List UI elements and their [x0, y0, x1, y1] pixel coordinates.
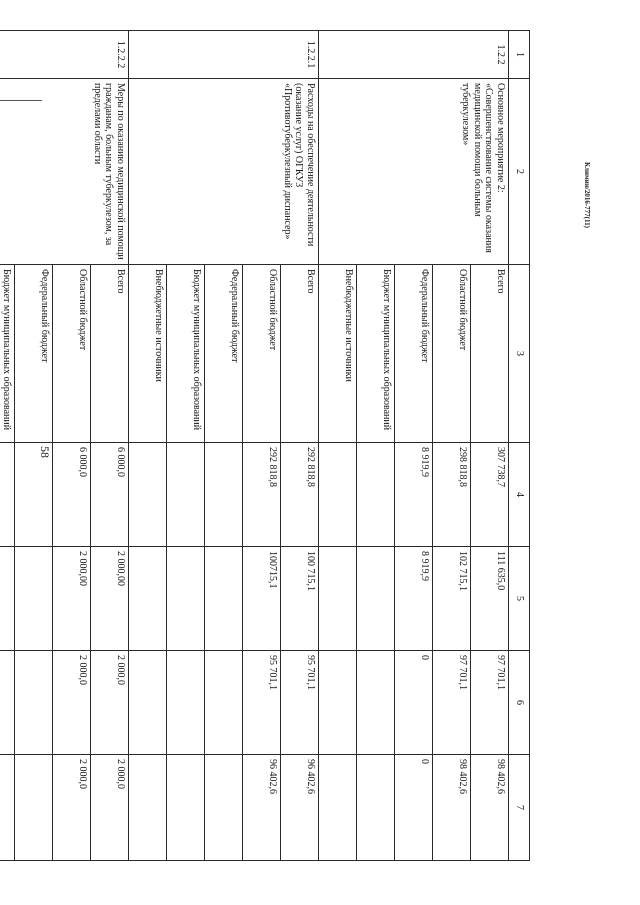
- funding-source: Федеральный бюджет: [15, 265, 53, 443]
- year-value: [167, 755, 205, 861]
- year-value: 100715,1: [243, 547, 281, 651]
- header-cell: 2: [509, 79, 530, 265]
- funding-source: Внебюджетные источники: [319, 265, 357, 443]
- total-value: [167, 443, 205, 547]
- funding-source: Областной бюджет: [53, 265, 91, 443]
- item-code: 1.2.2.1: [129, 31, 319, 79]
- year-value: 8 919,9: [395, 547, 433, 651]
- year-value: 111 635,0: [471, 547, 509, 651]
- total-value: [15, 443, 53, 547]
- year-value: 0: [395, 651, 433, 755]
- year-value: 2 000,00: [91, 547, 129, 651]
- item-name: Основное мероприятие 2: «Совершенствование системы оказания медицинской помощи больным туберкулезом»: [319, 79, 509, 265]
- year-value: [319, 651, 357, 755]
- year-value: 2 000,0: [91, 755, 129, 861]
- total-value: 6 000,0: [53, 443, 91, 547]
- funding-source: Бюджет муниципальных образований: [0, 265, 15, 443]
- header-row: [509, 31, 530, 861]
- item-name: Меры по оказанию медицинской помощи гражданам, больным туберкулезом, за пределами области: [0, 79, 129, 265]
- total-value: 292 818,8: [281, 443, 319, 547]
- year-value: 97 701,1: [433, 651, 471, 755]
- year-value: 95 701,1: [243, 651, 281, 755]
- table-row: [91, 31, 129, 861]
- header-cell: 7: [509, 755, 530, 861]
- year-value: 98 402,6: [433, 755, 471, 861]
- funding-source: Федеральный бюджет: [395, 265, 433, 443]
- year-value: [205, 547, 243, 651]
- funding-source: Всего: [471, 265, 509, 443]
- year-value: [167, 547, 205, 651]
- total-value: [319, 443, 357, 547]
- funding-source: Всего: [281, 265, 319, 443]
- year-value: 96 402,6: [243, 755, 281, 861]
- item-code: 1.2.2: [319, 31, 509, 79]
- total-value: 8 919,9: [395, 443, 433, 547]
- total-value: 292 818,8: [243, 443, 281, 547]
- year-value: 0: [395, 755, 433, 861]
- funding-source: Всего: [91, 265, 129, 443]
- header-cell: 1: [509, 31, 530, 79]
- header-cell: 3: [509, 265, 530, 443]
- year-value: [0, 651, 15, 755]
- total-value: 298 818,8: [433, 443, 471, 547]
- year-value: [15, 755, 53, 861]
- year-value: [0, 547, 15, 651]
- year-value: [357, 547, 395, 651]
- year-value: [357, 755, 395, 861]
- item-name: Расходы на обеспечение деятельности (оказание услуг) ОГКУЗ «Противотуберкулезный диспансер»: [129, 79, 319, 265]
- funding-source: Федеральный бюджет: [205, 265, 243, 443]
- year-value: 97 701,1: [471, 651, 509, 755]
- funding-source: Бюджет муниципальных образований: [167, 265, 205, 443]
- total-value: 307 738,7: [471, 443, 509, 547]
- header-cell: 5: [509, 547, 530, 651]
- year-value: 102 715,1: [433, 547, 471, 651]
- year-value: [129, 755, 167, 861]
- year-value: 96 402,6: [281, 755, 319, 861]
- total-value: [0, 443, 15, 547]
- header-cell: 4: [509, 443, 530, 547]
- year-value: [129, 651, 167, 755]
- year-value: [129, 547, 167, 651]
- funding-source: Бюджет муниципальных образований: [357, 265, 395, 443]
- year-value: [167, 651, 205, 755]
- total-value: [205, 443, 243, 547]
- funding-source: Областной бюджет: [243, 265, 281, 443]
- year-value: [205, 651, 243, 755]
- document-code: Климин/2016-777(11): [583, 162, 591, 228]
- year-value: 2 000,0: [53, 755, 91, 861]
- total-value: [129, 443, 167, 547]
- year-value: [319, 755, 357, 861]
- total-value: 6 000,0: [91, 443, 129, 547]
- item-code: 1.2.2.2: [0, 31, 129, 79]
- year-value: 98 402,6: [471, 755, 509, 861]
- header-cell: 6: [509, 651, 530, 755]
- funding-source: Областной бюджет: [433, 265, 471, 443]
- year-value: [319, 547, 357, 651]
- year-value: [205, 755, 243, 861]
- year-value: [0, 755, 15, 861]
- budget-table: [0, 30, 530, 861]
- table-row: [471, 31, 509, 861]
- funding-source: Внебюджетные источники: [129, 265, 167, 443]
- year-value: 100 715,1: [281, 547, 319, 651]
- year-value: 2 000,00: [53, 547, 91, 651]
- page-number: 58: [38, 446, 52, 458]
- year-value: 2 000,0: [91, 651, 129, 755]
- year-value: [15, 547, 53, 651]
- year-value: [15, 651, 53, 755]
- total-value: [357, 443, 395, 547]
- year-value: 95 701,1: [281, 651, 319, 755]
- year-value: 2 000,0: [53, 651, 91, 755]
- year-value: [357, 651, 395, 755]
- table-row: [281, 31, 319, 861]
